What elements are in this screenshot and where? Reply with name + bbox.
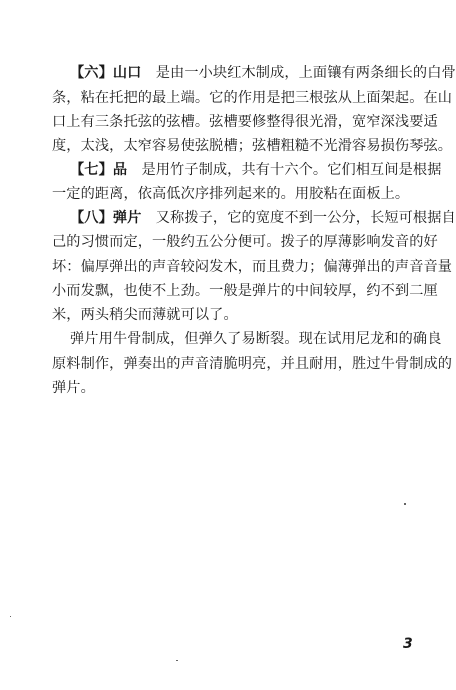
section-heading: 【六】山口	[70, 65, 142, 81]
scan-speck	[176, 660, 178, 661]
text-line	[70, 64, 456, 82]
text-line: 米，两头稍尖而薄就可以了。	[52, 307, 238, 323]
scan-speck	[404, 503, 406, 505]
text-line: 弹片。	[52, 380, 95, 396]
text-line: 条，粘在托把的最上端。它的作用是把三根弦从上面架起。在山	[52, 90, 453, 106]
text-line: 一定的距离，依高低次序排列起来的。用胶粘在面板上。	[52, 186, 410, 202]
text-line: 原料制作，弹奏出的声音清脆明亮，并且耐用，胜过牛骨制成的	[52, 356, 453, 372]
text-line: 度，太浅，太窄容易使弦脱槽；弦槽粗糙不光滑容易损伤琴弦。	[52, 138, 453, 154]
line-text: 是用竹子制成，共有十六个。它们相互间是根据	[141, 162, 442, 178]
section-heading: 【八】弹片	[70, 210, 142, 226]
text-line: 小而发飘，也使不上劲。一般是弹片的中间较厚，约不到二厘	[52, 283, 438, 299]
page-number: 3	[403, 636, 413, 652]
text-line: 弹片用牛骨制成，但弹久了易断裂。现在试用尼龙和的确良	[70, 331, 442, 347]
text-line	[70, 161, 442, 179]
scan-speck	[10, 616, 11, 617]
text-line	[70, 209, 456, 227]
line-text: 是由一小块红木制成，上面镶有两条细长的白骨	[155, 65, 456, 81]
section-heading: 【七】品	[70, 162, 128, 178]
text-line: 口上有三条托弦的弦槽。弦槽要修整得很光滑，宽窄深浅要适	[52, 114, 438, 130]
text-line: 己的习惯而定，一般约五公分便可。拨子的厚薄影响发音的好	[52, 234, 438, 250]
text-line: 坏：偏厚弹出的声音较闷发木，而且费力；偏薄弹出的声音音量	[52, 259, 453, 275]
line-text: 又称拨子，它的宽度不到一公分，长短可根据自	[155, 210, 456, 226]
